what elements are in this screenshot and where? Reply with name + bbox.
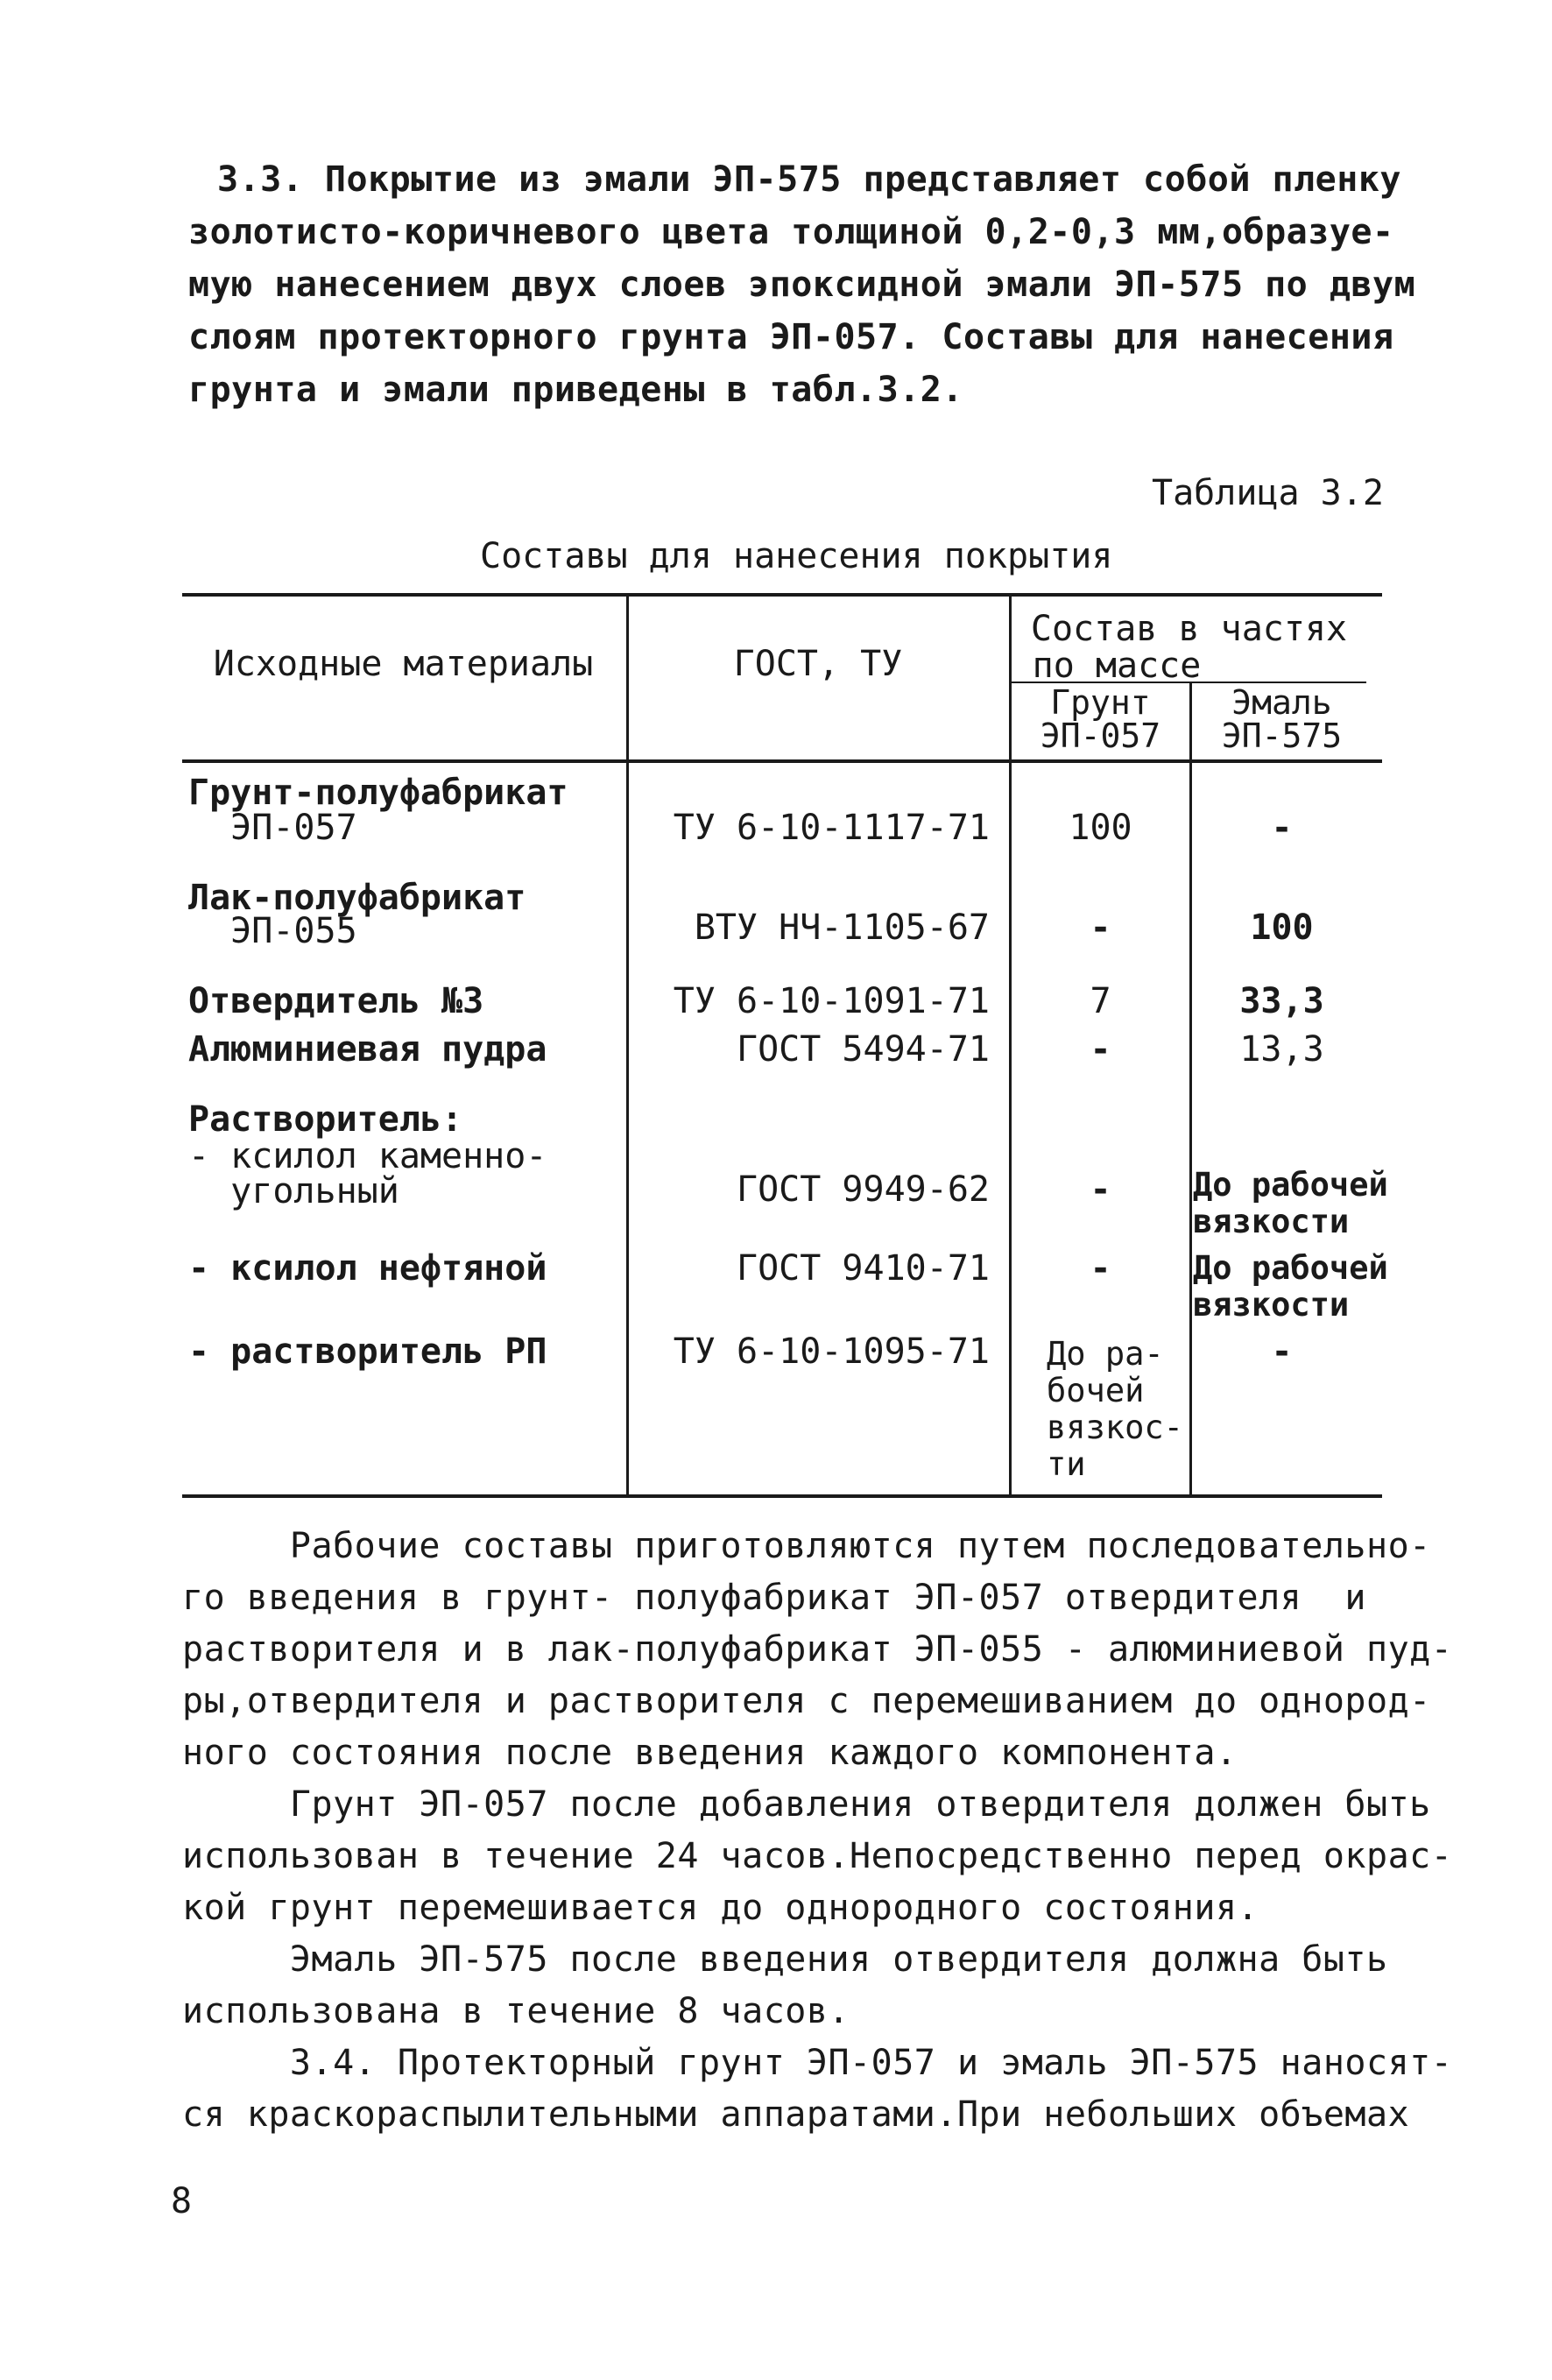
body-line: кой грунт перемешивается до однородного состояния. (182, 1888, 1259, 1928)
header-bottom-rule (182, 759, 1382, 763)
row-material: ЭП-057 (188, 808, 357, 848)
row-gost: ГОСТ 9949-62 (737, 1169, 990, 1210)
body-line: ры,отвердителя и растворителя с перемешиванием до однород- (182, 1681, 1431, 1721)
header-gost: ГОСТ, ТУ (733, 644, 903, 684)
row-primer: - (1090, 1169, 1111, 1210)
body-line: ся краскораспылительными аппаратами.При небольших объемах (182, 2094, 1410, 2135)
row-gost: ГОСТ 9410-71 (737, 1248, 990, 1289)
row-primer: - (1090, 908, 1111, 948)
row-material: Растворитель: (188, 1099, 463, 1140)
row-material: Отвердитель №3 (188, 981, 484, 1021)
intro-line: золотисто-коричневого цвета толщиной 0,2-0,3 мм,образуе- (188, 212, 1394, 252)
body-line: го введения в грунт- полуфабрикат ЭП-057 отвердителя и (182, 1578, 1367, 1618)
header-primer-2: ЭП-057 (1040, 717, 1161, 755)
row-enamel: До рабочей (1193, 1166, 1388, 1204)
intro-line: мую нанесением двух слоев эпоксидной эмали ЭП-575 по двум (188, 265, 1416, 305)
body-line: Грунт ЭП-057 после добавления отвердителя должен быть (182, 1784, 1431, 1825)
row-primer: - (1090, 1029, 1111, 1070)
row-gost: ГОСТ 5494-71 (737, 1029, 990, 1070)
header-composition: Состав в частях (1030, 609, 1348, 649)
row-primer: вязкос- (1047, 1409, 1183, 1446)
header-enamel-2: ЭП-575 (1221, 717, 1343, 755)
body-line: 3.4. Протекторный грунт ЭП-057 и эмаль ЭП-575 наносят- (182, 2043, 1453, 2083)
table-title: Составы для нанесения покрытия (480, 536, 1113, 576)
row-primer: бочей (1047, 1372, 1145, 1409)
row-enamel: - (1271, 808, 1293, 848)
row-primer: - (1090, 1248, 1111, 1289)
body-line: ного состояния после введения каждого компонента. (182, 1733, 1238, 1773)
header-composition-2: по массе (1032, 646, 1202, 686)
row-primer: ти (1047, 1445, 1086, 1483)
row-material: Лак-полуфабрикат (188, 878, 526, 918)
row-material: Алюминиевая пудра (188, 1029, 547, 1070)
row-enamel: 13,3 (1239, 1029, 1324, 1070)
intro-line: 3.3. Покрытие из эмали ЭП-575 представляет собой пленку (217, 159, 1402, 200)
row-enamel: До рабочей (1193, 1249, 1388, 1287)
body-line: растворителя и в лак-полуфабрикат ЭП-055 - алюминиевой пуд- (182, 1629, 1453, 1670)
table-bottom-rule (182, 1494, 1382, 1498)
body-line: Рабочие составы приготовляются путем последовательно- (182, 1526, 1431, 1566)
header-materials: Исходные материалы (213, 644, 594, 684)
row-gost: ТУ 6-10-1091-71 (673, 981, 990, 1021)
intro-line: грунта и эмали приведены в табл.3.2. (188, 370, 963, 410)
row-material: угольный (188, 1171, 399, 1211)
row-gost: ТУ 6-10-1117-71 (673, 808, 990, 848)
body-line: использована в течение 8 часов. (182, 1991, 850, 2031)
row-material: - ксилол каменно- (188, 1136, 547, 1176)
header-primer-1: Грунт (1050, 683, 1151, 722)
row-enamel: 33,3 (1239, 981, 1324, 1021)
row-gost: ВТУ НЧ-1105-67 (694, 908, 990, 948)
body-line: Эмаль ЭП-575 после введения отвердителя должна быть (182, 1939, 1388, 1980)
row-material: - растворитель РП (188, 1331, 547, 1372)
row-enamel: 100 (1250, 908, 1314, 948)
row-enamel: вязкости (1193, 1286, 1350, 1324)
row-primer: 7 (1090, 981, 1111, 1021)
row-material: - ксилол нефтяной (188, 1248, 547, 1289)
table-top-rule (182, 593, 1382, 597)
table-label: Таблица 3.2 (1152, 473, 1384, 513)
row-material: ЭП-055 (188, 911, 357, 951)
row-gost: ТУ 6-10-1095-71 (673, 1331, 990, 1372)
page-number: 8 (171, 2181, 193, 2221)
row-primer: До ра- (1047, 1335, 1164, 1373)
row-enamel: вязкости (1193, 1203, 1350, 1240)
intro-line: слоям протекторного грунта ЭП-057. Составы для нанесения (188, 317, 1394, 357)
row-primer: 100 (1069, 808, 1132, 848)
body-line: использован в течение 24 часов.Непосредственно перед окрас- (182, 1836, 1453, 1876)
row-enamel: - (1271, 1331, 1293, 1372)
col-divider-3 (1189, 683, 1192, 1494)
row-material: Грунт-полуфабрикат (188, 773, 568, 813)
header-enamel-1: Эмаль (1231, 683, 1332, 722)
